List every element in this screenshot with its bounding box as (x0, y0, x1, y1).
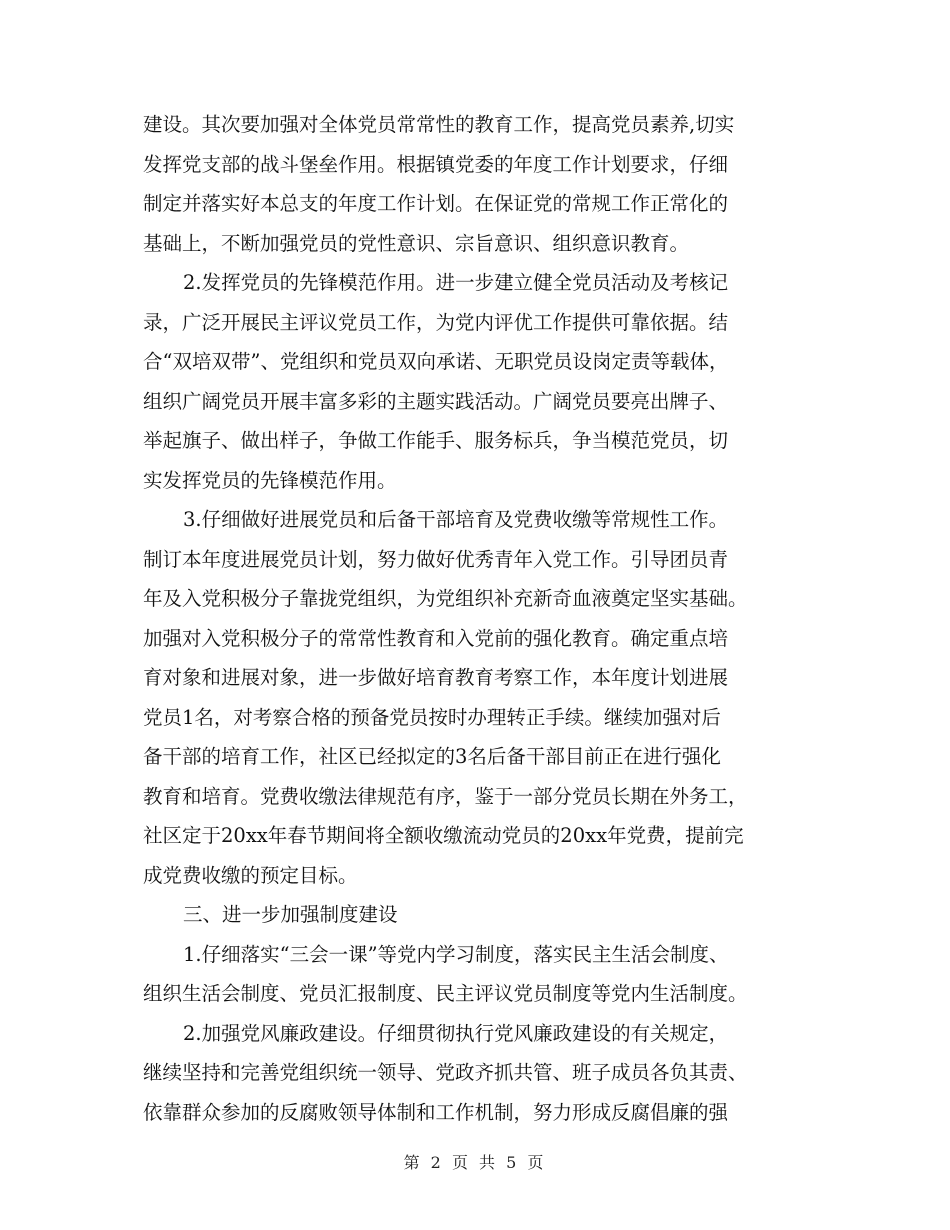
paragraph-start-line: 2.加强党风廉政建设。仔细贯彻执行党风廉政建设的有关规定， (183, 1021, 729, 1045)
text-line: 社区定于20xx年春节期间将全额收缴流动党员的20xx年党费，提前完 (143, 824, 744, 847)
text-line: 备干部的培育工作，社区已经拟定的3名后备干部目前正在进行强化 (143, 745, 721, 768)
section-heading: 三、进一步加强制度建设 (183, 903, 398, 926)
text-line: 制订本年度进展党员计划，努力做好优秀青年入党工作。引导团员青 (143, 547, 729, 571)
text-line: 年及入党积极分子靠拢党组织，为党组织补充新奇血液奠定坚实基础。 (143, 587, 748, 610)
text-line: 发挥党支部的战斗堡垒作用。根据镇党委的年度工作计划要求，仔细 (143, 152, 729, 176)
page-number-footer: 第 2 页 共 5 页 (403, 1153, 547, 1172)
paragraph-start-line: 1.仔细落实“三会一课”等党内学习制度，落实民主生活会制度、 (183, 942, 729, 966)
paragraph-start-line: 3.仔细做好进展党员和后备干部培育及党费收缴等常规性工作。 (183, 508, 729, 531)
text-line: 录，广泛开展民主评议党员工作，为党内评优工作提供可靠依据。结 (143, 310, 729, 334)
text-line: 制定并落实好本总支的年度工作计划。在保证党的常规工作正常化的 (143, 192, 729, 215)
document-body (143, 105, 808, 1132)
paragraph-start-line: 2.发挥党员的先锋模范作用。进一步建立健全党员活动及考核记 (183, 271, 729, 294)
text-line: 建设。其次要加强对全体党员常常性的教育工作，提高党员素养,切实 (143, 113, 735, 136)
text-line: 育对象和进展对象，进一步做好培育教育考察工作，本年度计划进展 (143, 666, 729, 689)
text-line: 成党费收缴的预定目标。 (143, 863, 358, 887)
text-line: 党员1名，对考察合格的预备党员按时办理转正手续。继续加强对后 (143, 705, 721, 729)
text-line: 举起旗子、做出样子，争做工作能手、服务标兵，争当模范党员，切 (143, 429, 729, 452)
text-line: 组织广阔党员开展丰富多彩的主题实践活动。广阔党员要亮出牌子、 (143, 389, 729, 413)
text-line: 合“双培双带”、党组织和党员双向承诺、无职党员设岗定责等载体， (143, 350, 729, 373)
text-line: 组织生活会制度、党员汇报制度、民主评议党员制度等党内生活制度。 (143, 982, 748, 1005)
text-line: 依靠群众参加的反腐败领导体制和工作机制，努力形成反腐倡廉的强 (143, 1100, 729, 1124)
text-line: 继续坚持和完善党组织统一领导、党政齐抓共管、班子成员各负其责、 (143, 1061, 748, 1084)
text-line: 实发挥党员的先锋模范作用。 (143, 468, 397, 492)
text-line: 加强对入党积极分子的常常性教育和入党前的强化教育。确定重点培 (143, 626, 729, 650)
text-line: 基础上，不断加强党员的党性意识、宗旨意识、组织意识教育。 (143, 231, 690, 255)
text-line: 教育和培育。党费收缴法律规范有序，鉴于一部分党员长期在外务工， (143, 784, 748, 808)
